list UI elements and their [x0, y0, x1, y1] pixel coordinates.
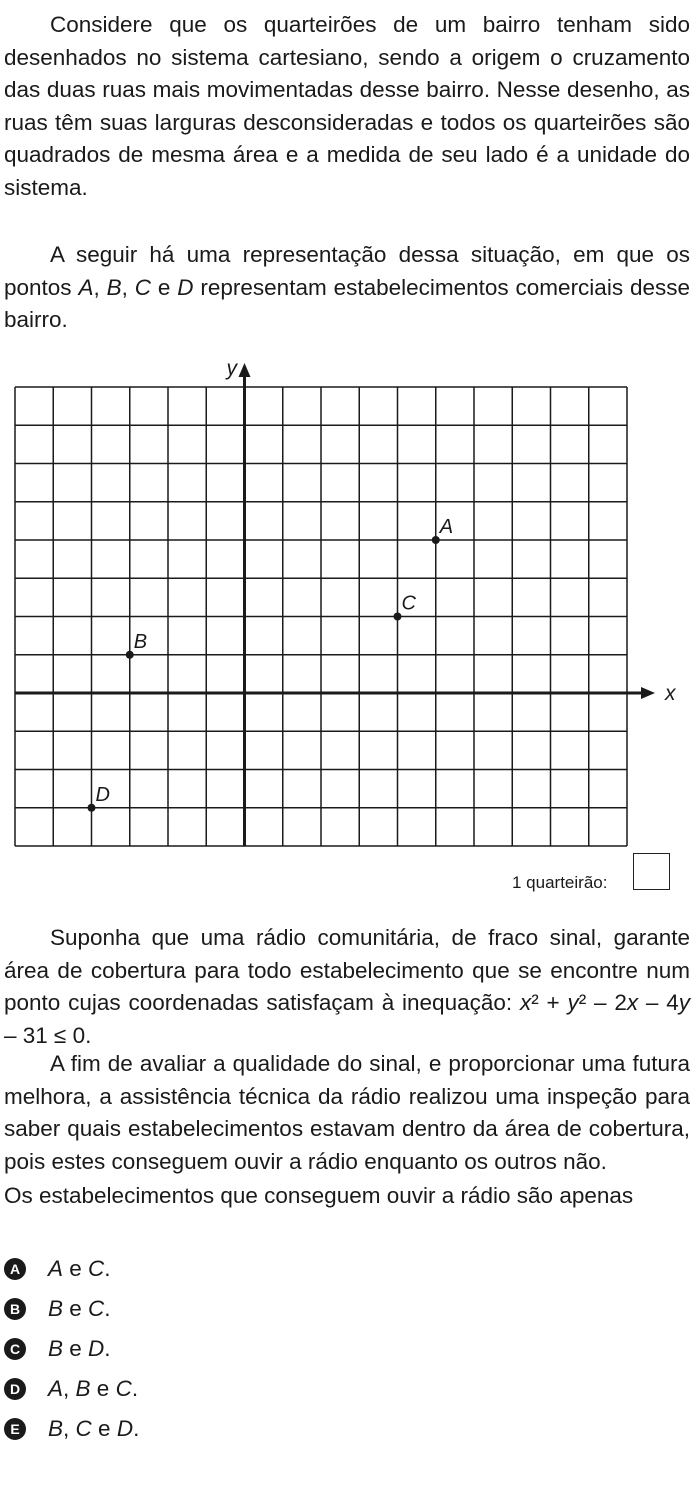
option-letter-badge: A: [4, 1258, 26, 1280]
text-span: e: [63, 1336, 89, 1361]
text-span: .: [104, 1336, 111, 1361]
text-span: e: [63, 1256, 89, 1281]
option-letter-badge: B: [4, 1298, 26, 1320]
text-span: ² – 2: [578, 990, 627, 1015]
legend-block-square: [633, 853, 670, 890]
option-text: [48, 1294, 111, 1324]
text-span: ² +: [531, 990, 568, 1015]
point-ref: B: [48, 1296, 64, 1321]
text-span: .: [131, 1376, 139, 1401]
x-axis-label: x: [665, 682, 676, 705]
text-span: .: [133, 1416, 140, 1441]
axes: [15, 357, 677, 846]
point-ref: A: [48, 1376, 64, 1401]
point-ref: C: [88, 1256, 105, 1281]
text-span: .: [104, 1256, 111, 1281]
y-axis-arrow: [239, 363, 251, 377]
point-a-label: A: [439, 516, 454, 538]
point-a-ref: A: [78, 274, 94, 300]
points-layer: [88, 516, 454, 812]
point-ref: B: [48, 1336, 64, 1361]
point-c-ref: C: [134, 274, 151, 300]
text-span: representam estabelecimentos comerciais desse bairro.: [4, 274, 690, 332]
point-a-marker: [432, 536, 440, 544]
var-x: x: [626, 990, 639, 1015]
option-letter-badge: D: [4, 1378, 26, 1400]
y-axis-label: y: [226, 357, 237, 380]
text-span: .: [104, 1296, 111, 1321]
option-letter-badge: E: [4, 1418, 26, 1440]
point-ref: C: [115, 1376, 132, 1401]
option-text: [48, 1254, 111, 1284]
text-span: e: [63, 1296, 89, 1321]
point-ref: D: [88, 1336, 105, 1361]
point-c-marker: [394, 613, 402, 621]
inspection-paragraph: A fim de avaliar a qualidade do sinal, e proporcionar uma futura melhora, a assistência técnica da rádio realizou uma inspeção para saber quais estabelecimentos estavam dentro da área de cobertura, pois estes conseguem ouvir a rádio enquanto os outros não.: [4, 1051, 690, 1174]
legend-label: 1 quarteirão:: [512, 873, 608, 892]
point-ref: D: [116, 1416, 134, 1441]
var-y: y: [678, 990, 690, 1015]
point-c-label: C: [401, 592, 416, 615]
text-span: e: [90, 1376, 116, 1401]
text-span: Suponha que uma rádio comunitária, de fraco sinal, garante área de cobertura para todo estabelecimento que se encontre num ponto cujas coordenadas satisfaçam à inequação:: [4, 925, 690, 1015]
option-letter-badge: C: [4, 1338, 26, 1360]
text-span: ,: [63, 1416, 76, 1441]
point-ref: A: [48, 1256, 64, 1281]
point-ref: C: [75, 1416, 92, 1441]
point-ref: B: [48, 1416, 64, 1441]
grid-lines: [15, 387, 627, 846]
point-d-ref: D: [177, 274, 194, 300]
points-paragraph: [4, 239, 690, 337]
option-text: [48, 1414, 139, 1444]
point-ref: B: [75, 1376, 91, 1401]
text-span: e: [151, 274, 178, 300]
text-span: ,: [63, 1376, 76, 1401]
var-x: x: [519, 990, 532, 1015]
question-text: Os estabelecimentos que conseguem ouvir a rádio são apenas: [4, 1183, 634, 1208]
text-span: – 4: [638, 990, 679, 1015]
text-span: ,: [93, 274, 107, 300]
point-b-label: B: [133, 630, 148, 653]
radio-paragraph: [4, 922, 690, 1052]
cartesian-grid-diagram: [0, 350, 700, 850]
option-text: [48, 1374, 138, 1404]
point-ref: C: [88, 1296, 105, 1321]
point-d-label: D: [95, 783, 110, 806]
intro-paragraph: Considere que os quarteirões de um bairro tenham sido desenhados no sistema cartesiano, sendo a origem o cruzamento das duas ruas mais movimentadas desse bairro. Nesse desenho, as ruas têm suas larguras desconsideradas e todos os quarteirões são quadrados de mesma área e a medida de seu lado é a unidade do sistema.: [4, 12, 690, 200]
text-span: A seguir há uma representação dessa situação, em que os pontos: [4, 242, 690, 300]
point-d-marker: [88, 804, 96, 812]
text-span: e: [91, 1416, 117, 1441]
point-b-ref: B: [106, 274, 122, 300]
text-span: ,: [121, 274, 135, 300]
var-y: y: [567, 990, 579, 1015]
option-text: [48, 1334, 111, 1364]
x-axis-arrow: [641, 687, 655, 699]
text-span: – 31 ≤ 0.: [4, 1022, 92, 1048]
point-b-marker: [126, 651, 134, 659]
